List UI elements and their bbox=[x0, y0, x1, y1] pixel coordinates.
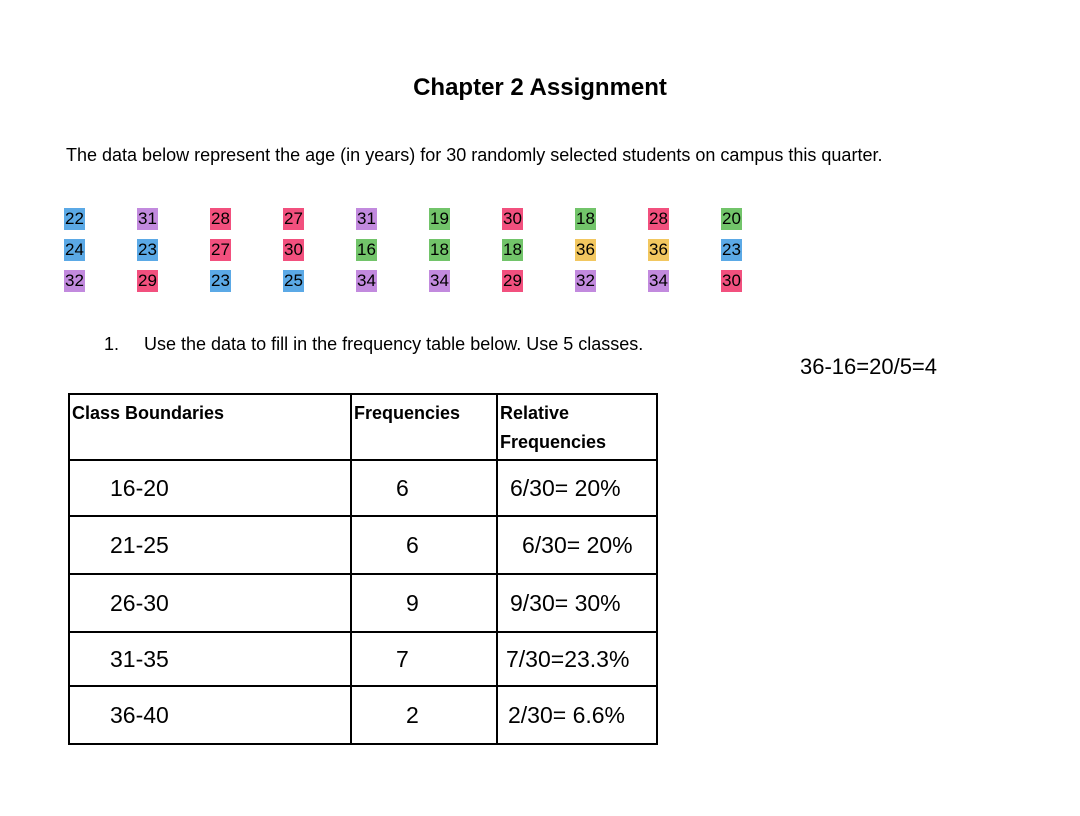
table-row bbox=[69, 574, 657, 632]
data-value: 24 bbox=[65, 240, 84, 259]
data-value: 20 bbox=[722, 209, 741, 228]
header-relative-line2: Frequencies bbox=[500, 432, 607, 452]
relative-frequency-cell: 9/30= 30% bbox=[497, 574, 657, 632]
relative-frequency-cell: 2/30= 6.6% bbox=[497, 686, 657, 744]
data-value: 27 bbox=[284, 209, 303, 228]
data-value: 36 bbox=[576, 240, 595, 259]
frequency-cell: 9 bbox=[351, 574, 497, 632]
data-value: 31 bbox=[138, 209, 157, 228]
intro-text: The data below represent the age (in years) for 30 randomly selected students on campus this quarter. bbox=[66, 145, 883, 165]
data-value: 32 bbox=[65, 271, 84, 290]
data-value: 32 bbox=[576, 271, 595, 290]
frequency-cell: 2 bbox=[351, 686, 497, 744]
header-class-boundaries: Class Boundaries bbox=[69, 394, 351, 460]
table-row bbox=[69, 632, 657, 686]
data-value: 30 bbox=[503, 209, 522, 228]
frequency-cell: 6 bbox=[351, 460, 497, 516]
data-value: 18 bbox=[430, 240, 449, 259]
data-value: 16 bbox=[357, 240, 376, 259]
data-value: 34 bbox=[430, 271, 449, 290]
table-row bbox=[69, 460, 657, 516]
table-row bbox=[69, 686, 657, 744]
header-relative-frequencies bbox=[497, 394, 657, 460]
class-cell: 21-25 bbox=[69, 516, 351, 574]
class-width-calculation: 36-16=20/5=4 bbox=[800, 354, 938, 379]
relative-frequency-cell: 6/30= 20% bbox=[497, 516, 657, 574]
data-value: 23 bbox=[722, 240, 741, 259]
data-value: 22 bbox=[65, 209, 84, 228]
data-value: 27 bbox=[211, 240, 230, 259]
class-cell: 36-40 bbox=[69, 686, 351, 744]
header-frequencies: Frequencies bbox=[351, 394, 497, 460]
data-value: 28 bbox=[211, 209, 230, 228]
frequency-cell: 6 bbox=[351, 516, 497, 574]
class-cell: 31-35 bbox=[69, 632, 351, 686]
question-1 bbox=[104, 334, 643, 355]
table-row bbox=[69, 516, 657, 574]
data-value: 30 bbox=[284, 240, 303, 259]
data-value: 18 bbox=[503, 240, 522, 259]
header-relative-line1: Relative bbox=[500, 403, 570, 423]
data-value: 29 bbox=[503, 271, 522, 290]
class-cell: 26-30 bbox=[69, 574, 351, 632]
data-value: 29 bbox=[138, 271, 157, 290]
table-header-row bbox=[69, 394, 657, 460]
data-value: 23 bbox=[138, 240, 157, 259]
data-value: 25 bbox=[284, 271, 303, 290]
question-number: 1. bbox=[104, 334, 120, 354]
data-value: 30 bbox=[722, 271, 741, 290]
data-value: 19 bbox=[430, 209, 449, 228]
data-value: 36 bbox=[649, 240, 668, 259]
data-value: 31 bbox=[357, 209, 376, 228]
data-value: 23 bbox=[211, 271, 230, 290]
data-value: 34 bbox=[357, 271, 376, 290]
frequency-table bbox=[68, 393, 658, 745]
page-title: Chapter 2 Assignment bbox=[413, 74, 667, 101]
question-text: Use the data to fill in the frequency table below. Use 5 classes. bbox=[144, 334, 644, 354]
relative-frequency-cell: 6/30= 20% bbox=[497, 460, 657, 516]
data-value: 28 bbox=[649, 209, 668, 228]
class-cell: 16-20 bbox=[69, 460, 351, 516]
data-value: 34 bbox=[649, 271, 668, 290]
frequency-cell: 7 bbox=[351, 632, 497, 686]
data-value: 18 bbox=[576, 209, 595, 228]
relative-frequency-cell: 7/30=23.3% bbox=[497, 632, 657, 686]
